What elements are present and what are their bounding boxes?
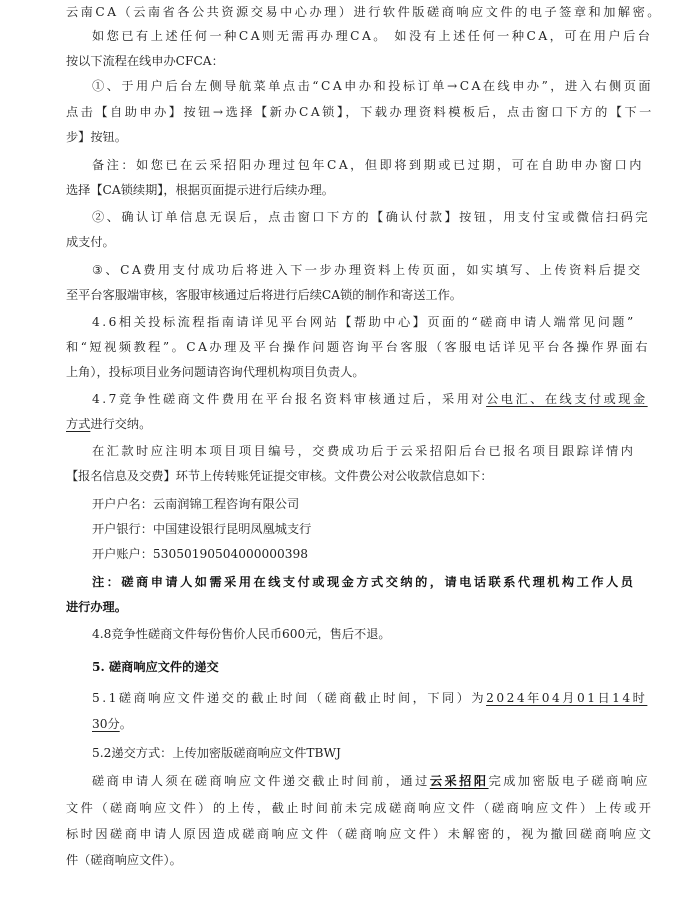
text-line	[92, 690, 647, 706]
text-segment: 备注：如您已在云采招阳办理过包年CA，但即将到期或已过期，可在自助申办窗口内	[92, 158, 644, 172]
text-segment: 文件（磋商响应文件）的上传，截止时间前未完成磋商响应文件（磋商响应文件）上传或开	[66, 801, 654, 815]
text-line	[92, 773, 650, 789]
text-segment: 进行交纳。	[90, 417, 152, 431]
underlined-text: 方式	[66, 417, 91, 431]
bold-text: 进行办理。	[66, 600, 127, 614]
text-segment: 。	[119, 717, 132, 731]
text-line	[92, 659, 219, 675]
text-segment: 按以下流程在线申办CFCA：	[66, 54, 224, 68]
text-line	[66, 826, 654, 842]
text-line	[92, 78, 653, 94]
underlined-text: 公电汇、在线支付或现金	[486, 392, 648, 406]
text-line	[66, 852, 182, 868]
text-line	[92, 546, 308, 562]
text-line	[92, 496, 299, 512]
text-line	[66, 53, 224, 69]
text-line	[92, 626, 391, 642]
text-line	[66, 104, 654, 120]
text-segment: 完成加密版电子磋商响应	[488, 774, 651, 788]
text-line	[66, 287, 462, 303]
text-segment: 和“短视频教程”。CA办理及平台操作问题咨询平台客服（客服电话详见平台各操作界面右	[66, 340, 651, 354]
text-segment: 步】按钮。	[66, 130, 127, 144]
text-segment: 成支付。	[66, 235, 115, 249]
text-line	[66, 599, 127, 615]
text-line	[66, 364, 365, 380]
text-segment: 如您已有上述任何一种CA则无需再办理CA。 如没有上述任何一种CA，可在用户后台	[92, 29, 653, 43]
text-segment: 选择【CA锁续期】，根据页面提示进行后续办理。	[66, 183, 334, 197]
text-segment: 4.8竞争性磋商文件每份售价人民币600元，售后不退。	[92, 627, 391, 641]
text-line	[66, 234, 115, 250]
text-line	[92, 28, 652, 44]
text-segment: 4.6相关投标流程指南请详见平台网站【帮助中心】页面的“磋商申请人端常见问题”	[92, 315, 636, 329]
text-segment: 云南CA（云南省各公共资源交易中心办理）进行软件版磋商响应文件的电子签章和加解密。	[66, 5, 662, 19]
text-line	[92, 716, 132, 732]
text-line	[66, 339, 650, 355]
text-line	[66, 129, 127, 145]
text-segment: 5.2递交方式：上传加密版磋商响应文件TBWJ	[92, 746, 341, 760]
text-line	[66, 800, 654, 816]
text-line	[92, 745, 341, 761]
text-segment: 【报名信息及交费】环节上传转账凭证提交审核。文件费公对公收款信息如下：	[66, 469, 493, 483]
text-segment: ③、CA费用支付成功后将进入下一步办理资料上传页面，如实填写、上传资料后提交	[92, 263, 643, 277]
text-line	[92, 574, 635, 590]
text-segment: 标时因磋商申请人原因造成磋商响应文件（磋商响应文件）未解密的，视为撤回磋商响应文	[66, 827, 654, 841]
text-segment: 至平台客服端审核，客服审核通过后将进行后续CA锁的制作和寄送工作。	[66, 288, 462, 302]
text-line	[66, 182, 334, 198]
text-line	[92, 443, 635, 459]
text-segment: 开户户名：云南润锦工程咨询有限公司	[92, 497, 300, 511]
text-line	[92, 521, 311, 537]
text-segment: ②、确认订单信息无误后，点击窗口下方的【确认付款】按钮，用支付宝或微信扫码完	[92, 210, 651, 224]
text-segment: 开户账户：53050190504000000398	[92, 547, 309, 561]
underlined-text: 30分	[92, 717, 120, 731]
text-line	[92, 209, 650, 225]
text-line	[92, 262, 643, 278]
underlined-text: 云采招阳	[429, 774, 489, 788]
text-line	[66, 4, 662, 20]
underlined-text: 2024年04月01日14时	[486, 691, 648, 705]
bold-text: 注：磋商申请人如需采用在线支付或现金方式交纳的，请电话联系代理机构工作人员	[92, 575, 636, 589]
text-segment: 上角），投标项目业务问题请咨询代理机构项目负责人。	[66, 365, 365, 379]
text-segment: 在汇款时应注明本项目项目编号，交费成功后于云采招阳后台已报名项目跟踪详情内	[92, 444, 636, 458]
text-segment: 5.1磋商响应文件递交的截止时间（磋商截止时间，下同）为	[92, 691, 487, 705]
text-line	[92, 314, 636, 330]
text-line	[92, 157, 644, 173]
text-segment: 4.7竞争性磋商文件费用在平台报名资料审核通过后，采用对	[92, 392, 487, 406]
text-line	[92, 391, 648, 407]
text-line	[66, 468, 493, 484]
text-segment: 磋商申请人须在磋商响应文件递交截止时间前，通过	[92, 774, 430, 788]
text-segment: 件（磋商响应文件）。	[66, 853, 182, 867]
bold-text: 5. 磋商响应文件的递交	[92, 660, 219, 674]
text-segment: 点击【自助申办】按钮→选择【新办CA锁】，下载办理资料模板后，点击窗口下方的【下一	[66, 105, 654, 119]
text-segment: ①、于用户后台左侧导航菜单点击“CA申办和投标订单→CA在线申办”，进入右侧页面	[92, 79, 654, 93]
text-line	[66, 416, 151, 432]
text-segment: 开户银行：中国建设银行昆明凤凰城支行	[92, 522, 312, 536]
